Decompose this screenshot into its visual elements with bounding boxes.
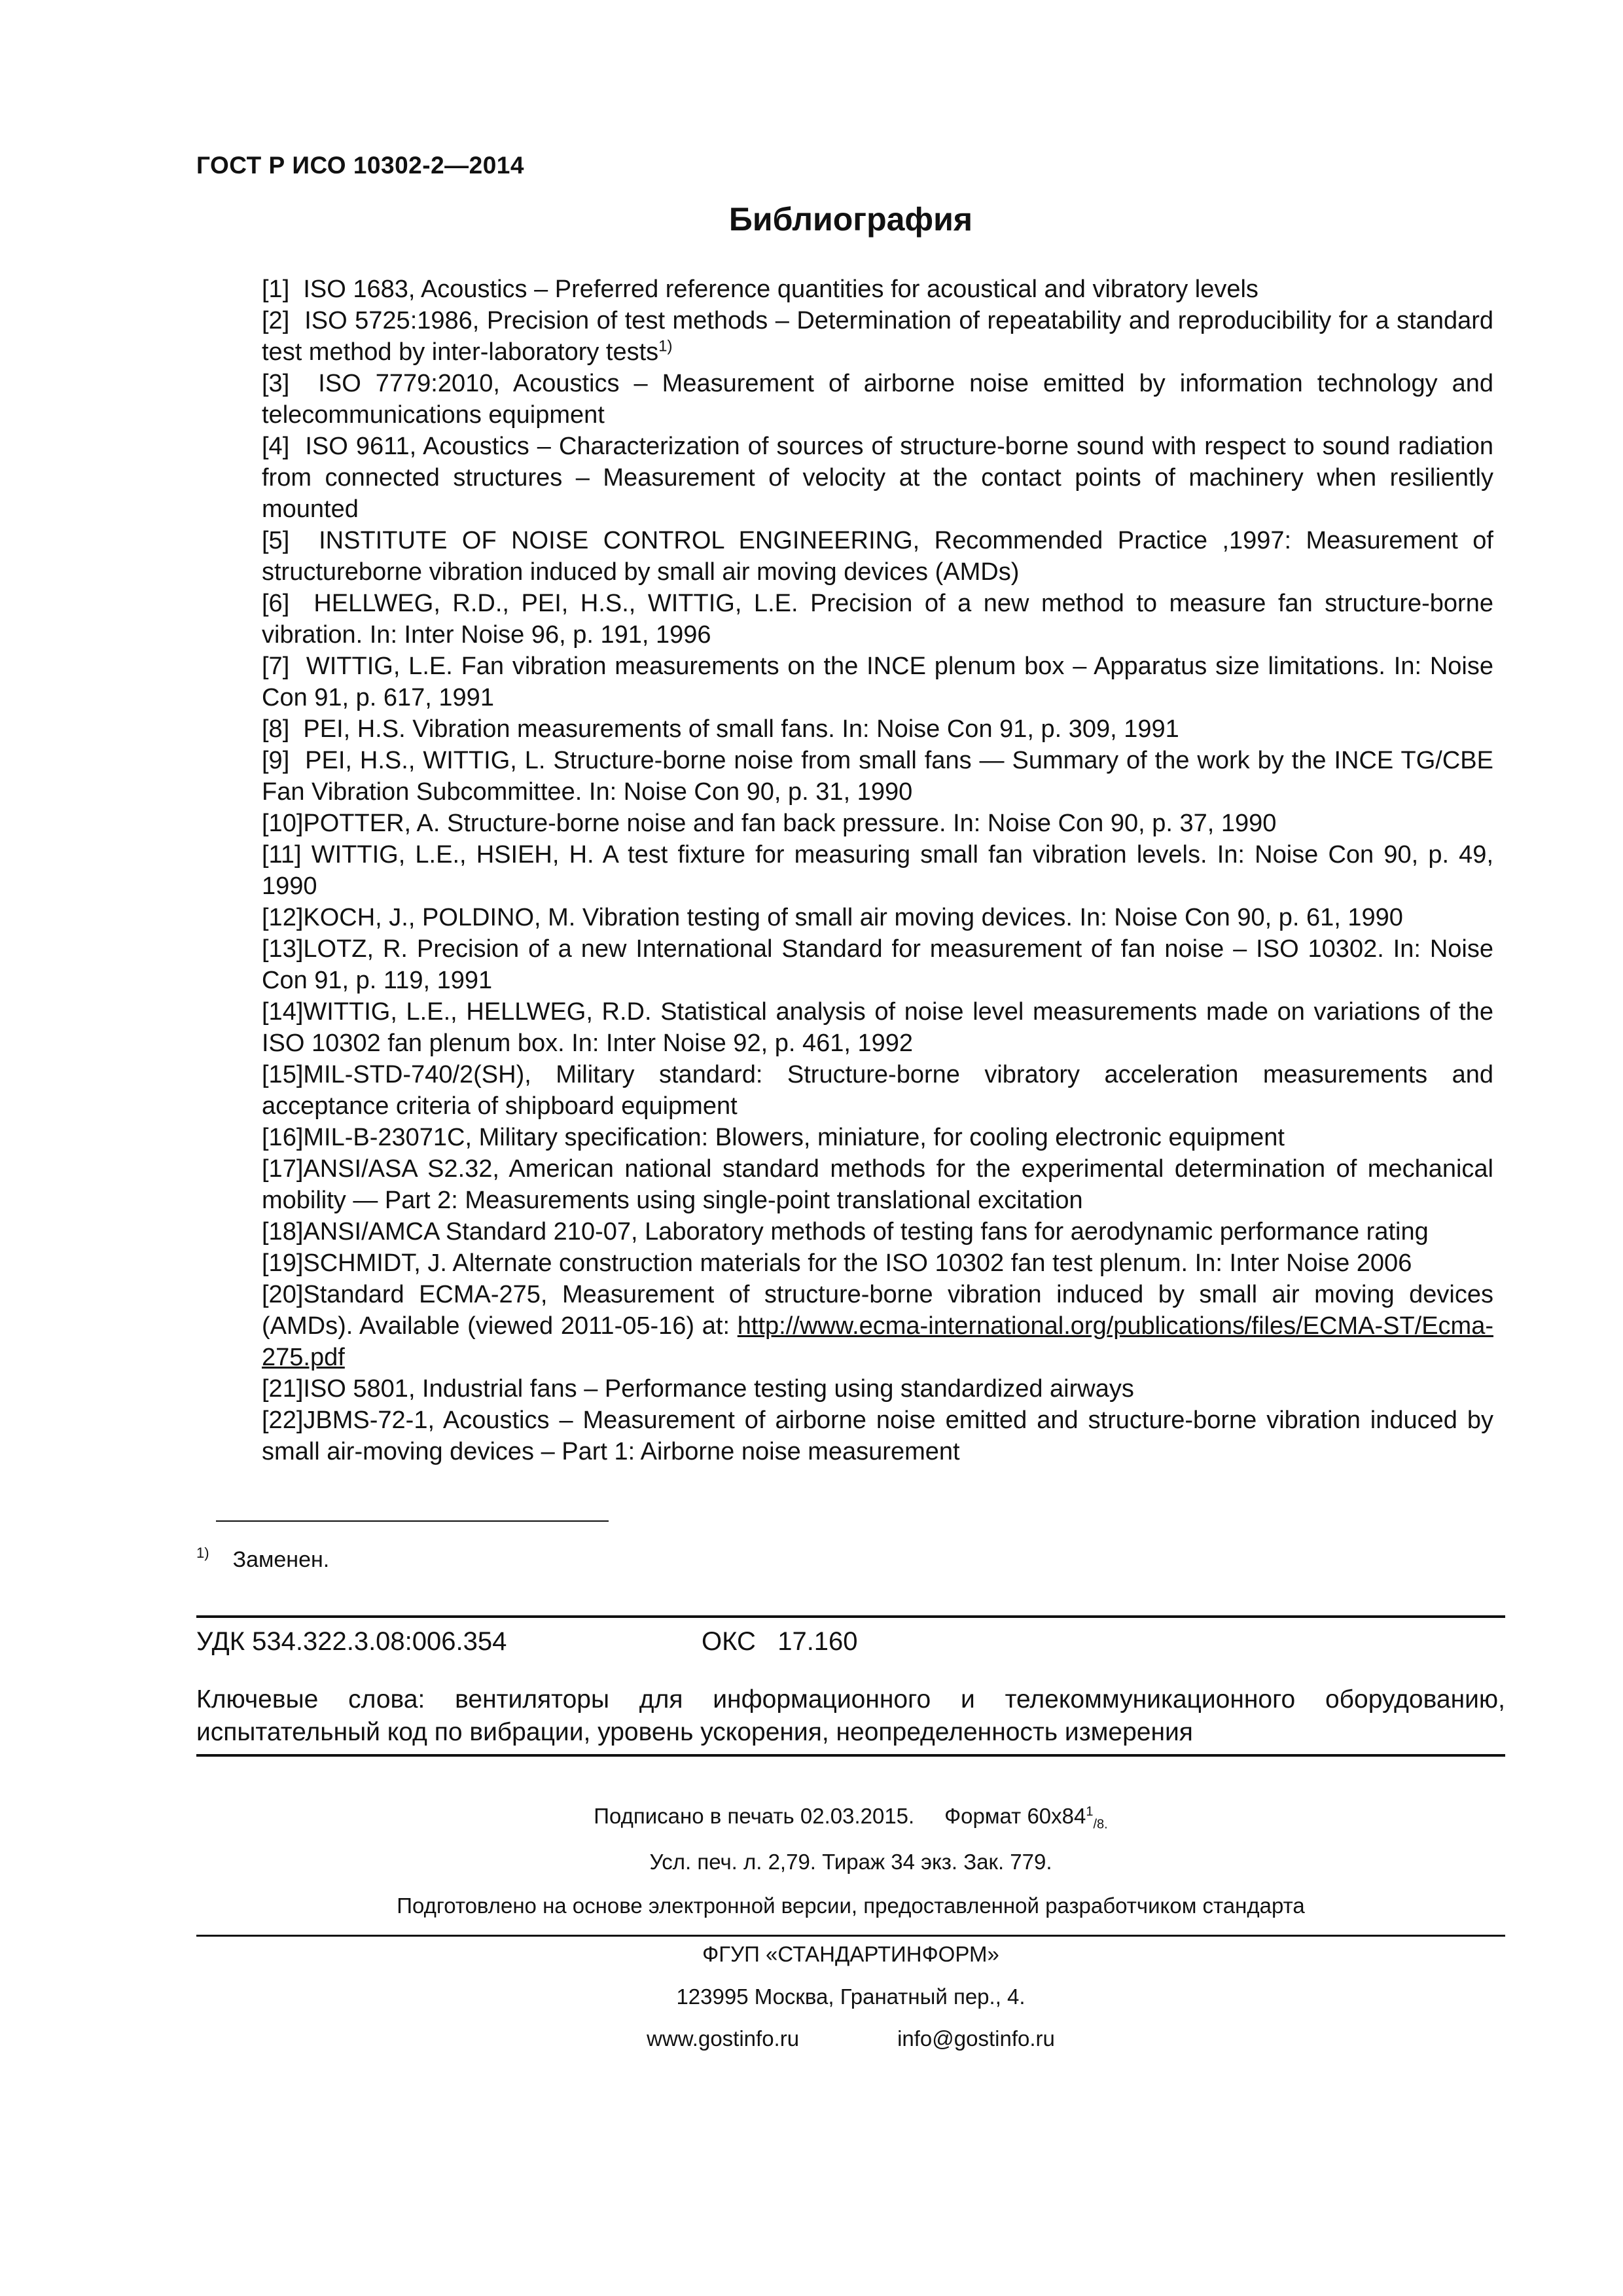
bibliography-item xyxy=(262,651,1493,713)
page-title: Библиография xyxy=(728,201,973,238)
bibliography-item-text: POTTER, A. Structure-borne noise and fan back pressure. In: Noise Con 90, p. 37, 1990 xyxy=(303,810,1277,837)
website-link[interactable]: www.gostinfo.ru xyxy=(647,2026,800,2051)
bibliography-item-number: [10] xyxy=(262,810,304,837)
bibliography-item-text: Standard ECMA-275, Measurement of structure-borne vibration induced by small air moving devices (AMDs). Available (viewed 2011-05-16) at: xyxy=(262,1281,1493,1340)
udk-code: УДК 534.322.3.08:006.354 xyxy=(196,1627,507,1656)
bibliography-item-text: ISO 5725:1986, Precision of test methods – Determination of repeatability and reproducibility for a standard test method by inter-laboratory tests xyxy=(262,307,1494,366)
bibliography-item-text: ISO 7779:2010, Acoustics – Measurement of airborne noise emitted by information technology and telecommunications equipment xyxy=(262,370,1493,429)
imprint-print-run: Усл. печ. л. 2,79. Тираж 34 экз. Зак. 779. xyxy=(649,1850,1052,1874)
bibliography-item-number: [20] xyxy=(262,1281,304,1308)
keywords-bottom-rule xyxy=(196,1754,1505,1757)
bibliography-item-number: [14] xyxy=(262,998,304,1026)
bibliography-item xyxy=(262,1122,1493,1153)
keywords: Ключевые слова: вентиляторы для информационного и телекоммуникационного оборудованию, испытательный код по вибрации, уровень ускорения, неопределенность измерения xyxy=(196,1685,1505,1746)
bibliography-item-number: [8] xyxy=(262,715,304,743)
bibliography-item xyxy=(262,745,1493,808)
bibliography-item xyxy=(262,431,1493,525)
imprint-rule xyxy=(196,1935,1505,1937)
oks-code xyxy=(702,1627,858,1657)
bibliography-item-text: ANSI/AMCA Standard 210-07, Laboratory methods of testing fans for aerodynamic performance rating xyxy=(303,1218,1429,1246)
bibliography-item-text: INSTITUTE OF NOISE CONTROL ENGINEERING, Recommended Practice ,1997: Measurement of structureborne vibration induced by small air moving devices (AMDs) xyxy=(262,527,1493,586)
imprint-contacts xyxy=(196,2026,1505,2051)
bibliography-item xyxy=(262,839,1493,902)
imprint-format: Формат 60x84 xyxy=(944,1804,1086,1828)
footnote-reference: 1) xyxy=(658,337,673,355)
bibliography-item-text: ISO 9611, Acoustics – Characterization of sources of structure-borne sound with respect to sound radiation from connected structures – Measurement of velocity at the contact points of machinery when resiliently mounted xyxy=(262,433,1493,523)
bibliography-item-text: MIL-STD-740/2(SH), Military standard: Structure-borne vibratory acceleration measurements and acceptance criteria of shipboard equipment xyxy=(262,1061,1493,1120)
document-header: ГОСТ Р ИСО 10302-2—2014 xyxy=(196,152,524,179)
imprint-format-numerator: 1 xyxy=(1086,1804,1094,1819)
bibliography-item xyxy=(262,1405,1493,1467)
bibliography-item-text: HELLWEG, R.D., PEI, H.S., WITTIG, L.E. Precision of a new method to measure fan structure-borne vibration. In: Inter Noise 96, p. 191, 1996 xyxy=(262,590,1493,649)
bibliography-item xyxy=(262,1153,1493,1216)
bibliography-item xyxy=(262,1059,1493,1122)
reference-link[interactable]: http://www.ecma-international.org/publications/files/ECMA-ST/Ecma-275.pdf xyxy=(262,1312,1493,1371)
bibliography-item-number: [12] xyxy=(262,904,304,931)
bibliography-item-number: [13] xyxy=(262,935,304,963)
bibliography-item-text: JBMS-72-1, Acoustics – Measurement of airborne noise emitted and structure-borne vibration induced by small air-moving devices – Part 1: Airborne noise measurement xyxy=(262,1407,1493,1465)
bibliography-item xyxy=(262,525,1493,588)
bibliography-item-number: [4] xyxy=(262,433,306,460)
bibliography-item xyxy=(262,1279,1493,1373)
bibliography-item-number: [3] xyxy=(262,370,319,397)
bibliography-item-number: [2] xyxy=(262,307,305,334)
bibliography-item-number: [18] xyxy=(262,1218,304,1246)
bibliography-item xyxy=(262,274,1493,305)
imprint-signed-line xyxy=(196,1804,1505,1833)
bibliography-item-text: WITTIG, L.E., HSIEH, H. A test fixture for measuring small fan vibration levels. In: Noise Con 90, p. 49, 1990 xyxy=(262,841,1493,900)
bibliography-item-text: PEI, H.S. Vibration measurements of small fans. In: Noise Con 91, p. 309, 1991 xyxy=(303,715,1179,743)
bibliography-item-number: [19] xyxy=(262,1249,304,1277)
imprint-publisher: ФГУП «СТАНДАРТИНФОРМ» xyxy=(702,1942,999,1966)
footnote-divider xyxy=(216,1520,609,1522)
bibliography-item-text: LOTZ, R. Precision of a new International Standard for measurement of fan noise – ISO 10302. In: Noise Con 91, p. 119, 1991 xyxy=(262,935,1493,994)
classification-top-rule xyxy=(196,1615,1505,1618)
bibliography-item-number: [15] xyxy=(262,1061,304,1088)
bibliography-item xyxy=(262,1216,1493,1247)
oks-value: 17.160 xyxy=(777,1627,858,1656)
bibliography-item-number: [5] xyxy=(262,527,319,554)
bibliography-item-text: PEI, H.S., WITTIG, L. Structure-borne noise from small fans — Summary of the work by the INCE TG/CBE Fan Vibration Subcommittee. In: Noise Con 90, p. 31, 1990 xyxy=(262,747,1493,806)
email-link[interactable]: info@gostinfo.ru xyxy=(897,2026,1055,2051)
bibliography-item-text: WITTIG, L.E., HELLWEG, R.D. Statistical analysis of noise level measurements made on variations of the ISO 10302 fan plenum box. In: Inter Noise 92, p. 461, 1992 xyxy=(262,998,1493,1057)
bibliography-item-number: [11] xyxy=(262,841,312,869)
bibliography-item xyxy=(262,902,1493,933)
imprint-address: 123995 Москва, Гранатный пер., 4. xyxy=(676,1984,1026,2009)
imprint-prepared: Подготовлено на основе электронной версии, предоставленной разработчиком стандарта xyxy=(397,1893,1305,1918)
bibliography-item-text: ISO 5801, Industrial fans – Performance testing using standardized airways xyxy=(303,1375,1134,1403)
bibliography-item xyxy=(262,305,1493,368)
bibliography-item xyxy=(262,1247,1493,1279)
bibliography-item-text: WITTIG, L.E. Fan vibration measurements on the INCE plenum box – Apparatus size limitations. In: Noise Con 91, p. 617, 1991 xyxy=(262,653,1493,711)
bibliography-item-number: [21] xyxy=(262,1375,304,1403)
bibliography-item-text: KOCH, J., POLDINO, M. Vibration testing of small air moving devices. In: Noise Con 90, p. 61, 1990 xyxy=(303,904,1403,931)
bibliography-item xyxy=(262,713,1493,745)
bibliography-item-text: SCHMIDT, J. Alternate construction materials for the ISO 10302 fan test plenum. In: Inter Noise 2006 xyxy=(303,1249,1412,1277)
bibliography-item-number: [9] xyxy=(262,747,306,774)
bibliography-item-number: [22] xyxy=(262,1407,304,1434)
imprint-signed: Подписано в печать 02.03.2015. xyxy=(594,1804,915,1828)
footnote-text: Заменен. xyxy=(232,1547,330,1572)
oks-label: ОКС xyxy=(702,1627,756,1656)
bibliography-item-text: ANSI/ASA S2.32, American national standard methods for the experimental determination of mechanical mobility — Part 2: Measurements using single-point translational excitation xyxy=(262,1155,1493,1214)
footnote xyxy=(196,1545,329,1573)
bibliography-item xyxy=(262,1373,1493,1405)
footnote-mark: 1) xyxy=(196,1545,209,1561)
bibliography-item-number: [17] xyxy=(262,1155,304,1183)
bibliography-item xyxy=(262,588,1493,651)
bibliography-item xyxy=(262,933,1493,996)
bibliography-list xyxy=(262,274,1493,1467)
bibliography-item-text: MIL-B-23071C, Military specification: Blowers, miniature, for cooling electronic equipment xyxy=(303,1124,1285,1151)
imprint-format-denominator: /8. xyxy=(1093,1817,1108,1832)
bibliography-item-text: ISO 1683, Acoustics – Preferred reference quantities for acoustical and vibratory levels xyxy=(303,276,1258,303)
bibliography-item xyxy=(262,996,1493,1059)
bibliography-item-number: [1] xyxy=(262,276,304,303)
bibliography-item xyxy=(262,368,1493,431)
bibliography-item xyxy=(262,808,1493,839)
bibliography-item-number: [16] xyxy=(262,1124,304,1151)
bibliography-item-number: [6] xyxy=(262,590,314,617)
bibliography-item-number: [7] xyxy=(262,653,306,680)
